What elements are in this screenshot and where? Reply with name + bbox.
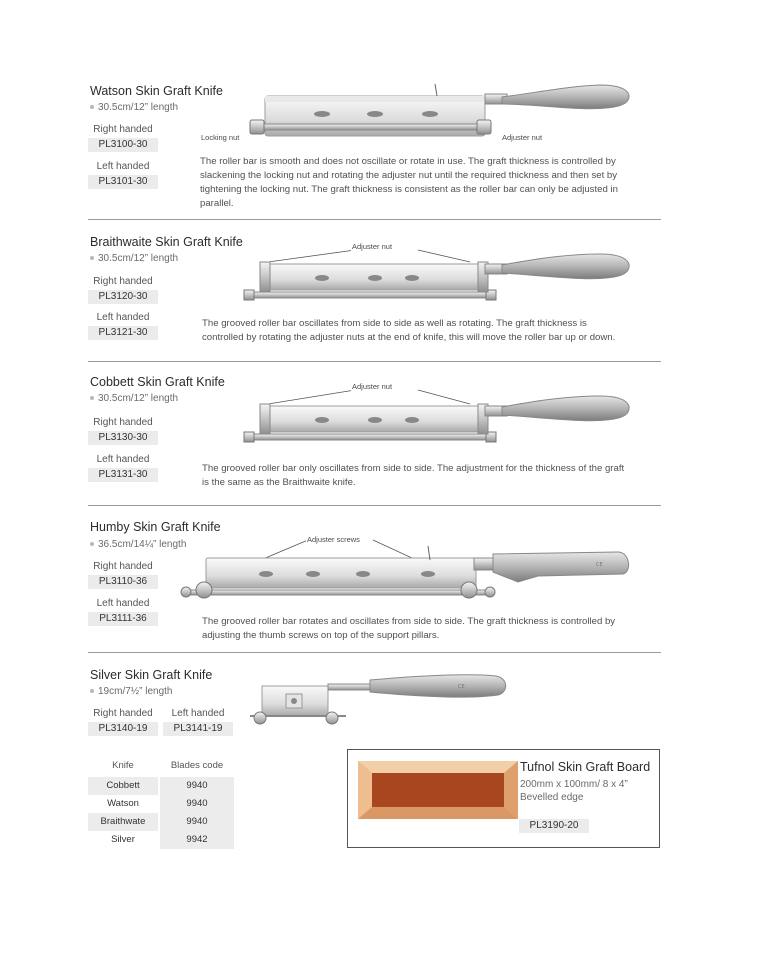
silver-knife-image: [246, 670, 511, 732]
table-cell: Braithwate: [88, 813, 158, 831]
bullet-icon: [90, 256, 94, 260]
table-cell: 9940: [160, 795, 234, 813]
cobbett-adjuster-nut-callout: Adjuster nut: [352, 382, 393, 391]
silver-left-label: Left handed: [171, 708, 225, 719]
table-cell: 9940: [160, 813, 234, 831]
watson-length: 30.5cm/12” length: [90, 102, 178, 113]
braithwaite-description: The grooved roller bar oscillates from side to side as well as rotating. The graft thickness is controlled by rotating the adjuster nuts at the end of knife, this will move the roller bar up or down.: [202, 318, 616, 343]
braithwaite-title: Braithwaite Skin Graft Knife: [90, 235, 243, 249]
board-edge: Bevelled edge: [520, 792, 584, 803]
board-size: 200mm x 100mm/ 8 x 4”: [520, 779, 628, 790]
cobbett-knife-image: [240, 382, 635, 452]
watson-adjuster-nut-callout: Adjuster nut: [502, 133, 543, 142]
cobbett-left-label: Left handed: [96, 454, 150, 465]
blades-table-header-knife: Knife: [112, 760, 134, 771]
board-panel: [347, 749, 660, 848]
silver-title: Silver Skin Graft Knife: [90, 668, 213, 682]
cobbett-right-code: PL3130-30: [88, 431, 158, 445]
braithwaite-adjuster-nut-callout: Adjuster nut: [352, 242, 393, 251]
silver-length: 19cm/7½” length: [90, 686, 173, 697]
table-cell: 9940: [160, 777, 234, 795]
watson-right-code: PL3100-30: [88, 138, 158, 152]
braithwaite-length: 30.5cm/12” length: [90, 253, 178, 264]
ce-mark-icon: CE: [596, 562, 603, 568]
bullet-icon: [90, 396, 94, 400]
divider: [88, 219, 661, 220]
watson-left-code: PL3101-30: [88, 175, 158, 189]
divider: [88, 505, 661, 506]
board-code: PL3190-20: [519, 819, 589, 833]
humby-left-label: Left handed: [96, 598, 150, 609]
braithwaite-knife-image: [240, 240, 635, 310]
table-cell: 9942: [160, 831, 234, 849]
table-cell: Watson: [107, 798, 139, 809]
cobbett-left-code: PL3131-30: [88, 468, 158, 482]
silver-right-label: Right handed: [93, 708, 153, 719]
table-cell: Silver: [111, 834, 135, 845]
humby-description: The grooved roller bar rotates and oscillates from side to side. The graft thickness is controlled by adjusting the thumb screws on top of the support pillars.: [202, 616, 616, 641]
watson-right-label: Right handed: [93, 124, 153, 135]
board-title: Tufnol Skin Graft Board: [520, 760, 651, 774]
bullet-icon: [90, 105, 94, 109]
ce-mark-icon: CE: [458, 684, 465, 690]
silver-right-code: PL3140-19: [88, 722, 158, 736]
cobbett-title: Cobbett Skin Graft Knife: [90, 375, 225, 389]
watson-locking-nut-callout: Locking nut: [201, 133, 240, 142]
cobbett-right-label: Right handed: [93, 417, 153, 428]
watson-description: The roller bar is smooth and does not oscillate or rotate in use. The graft thickness is controlled by slackening the locking nut and rotating the adjuster nut until the required thickness and then set by tightening the locking nut. The graft thickness is consistent as the roller bar can only be adjusted in parallel.: [200, 156, 618, 209]
divider: [88, 361, 661, 362]
humby-knife-image: [178, 532, 633, 608]
humby-right-label: Right handed: [93, 561, 153, 572]
silver-left-code: PL3141-19: [163, 722, 233, 736]
watson-knife-image: [240, 78, 635, 144]
watson-left-label: Left handed: [96, 161, 150, 172]
divider: [88, 652, 661, 653]
cobbett-length: 30.5cm/12” length: [90, 393, 178, 404]
humby-right-code: PL3110-36: [88, 575, 158, 589]
humby-left-code: PL3111-36: [88, 612, 158, 626]
table-cell: Cobbett: [88, 777, 158, 795]
braithwaite-right-code: PL3120-30: [88, 290, 158, 304]
bullet-icon: [90, 689, 94, 693]
braithwaite-left-code: PL3121-30: [88, 326, 158, 340]
braithwaite-left-label: Left handed: [96, 312, 150, 323]
humby-length: 36.5cm/14¼” length: [90, 539, 186, 550]
blades-table-header-code: Blades code: [170, 760, 224, 771]
bullet-icon: [90, 542, 94, 546]
braithwaite-right-label: Right handed: [93, 276, 153, 287]
watson-title: Watson Skin Graft Knife: [90, 84, 223, 98]
humby-title: Humby Skin Graft Knife: [90, 520, 221, 534]
board-image: [358, 759, 518, 821]
humby-adjuster-screws-callout: Adjuster screws: [307, 535, 360, 544]
cobbett-description: The grooved roller bar only oscillates from side to side. The adjustment for the thickness of the graft is the same as the Braithwaite knife.: [202, 463, 625, 488]
